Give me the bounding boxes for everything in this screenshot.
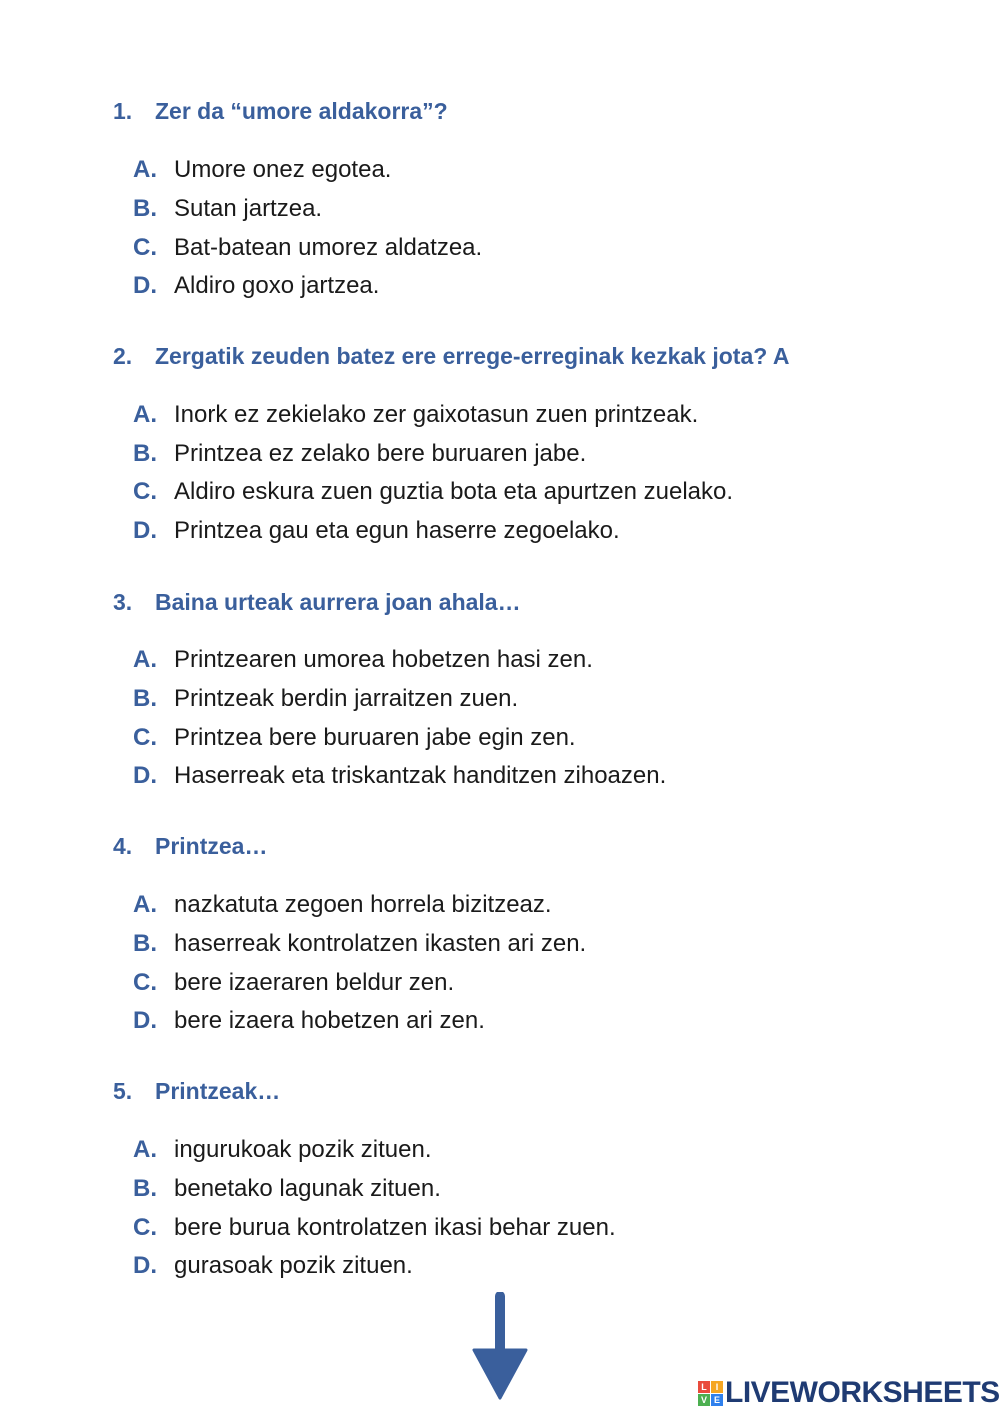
option-text: Aldiro eskura zuen guztia bota eta apurtzen zuelako. — [174, 478, 734, 505]
option-letter: C. — [133, 234, 157, 261]
question-4-option-c[interactable] — [133, 969, 454, 997]
option-text: Printzearen umorea hobetzen hasi zen. — [174, 646, 593, 673]
option-letter: B. — [133, 440, 157, 467]
question-number: 4. — [113, 833, 133, 859]
logo-mark-letter: E — [711, 1394, 723, 1406]
question-text: Zergatik zeuden batez ere errege-erreginak kezkak jota? A — [155, 343, 790, 369]
question-number: 2. — [113, 343, 133, 369]
question-4-title — [113, 833, 267, 860]
option-letter: A. — [133, 891, 157, 918]
question-text: Baina urteak aurrera joan ahala… — [155, 589, 521, 615]
question-2-option-b[interactable] — [133, 440, 586, 468]
option-text: haserreak kontrolatzen ikasten ari zen. — [174, 930, 587, 957]
option-text: bere izaeraren beldur zen. — [174, 969, 455, 996]
option-letter: C. — [133, 724, 157, 751]
option-text: Printzea bere buruaren jabe egin zen. — [174, 724, 576, 751]
question-5-option-c[interactable] — [133, 1214, 616, 1242]
option-text: ingurukoak pozik zituen. — [174, 1136, 432, 1163]
question-5-title — [113, 1078, 280, 1105]
option-text: benetako lagunak zituen. — [174, 1175, 441, 1202]
option-letter: A. — [133, 156, 157, 183]
option-text: Sutan jartzea. — [174, 195, 323, 222]
option-letter: D. — [133, 272, 157, 299]
question-1-option-c[interactable] — [133, 234, 482, 262]
option-text: Bat-batean umorez aldatzea. — [174, 234, 483, 261]
question-3-title — [113, 589, 521, 616]
option-letter: D. — [133, 762, 157, 789]
option-letter: B. — [133, 195, 157, 222]
option-letter: B. — [133, 1175, 157, 1202]
liveworksheets-logo[interactable] — [698, 1376, 1000, 1410]
question-2-option-c[interactable] — [133, 478, 733, 506]
option-letter: B. — [133, 685, 157, 712]
question-3-option-c[interactable] — [133, 724, 576, 752]
question-1-option-b[interactable] — [133, 195, 322, 223]
question-2-option-d[interactable] — [133, 517, 620, 545]
question-4-option-a[interactable] — [133, 891, 552, 919]
question-text: Printzea… — [155, 833, 268, 859]
logo-mark-letter: L — [698, 1381, 710, 1393]
question-3-option-d[interactable] — [133, 762, 666, 790]
option-text: Haserreak eta triskantzak handitzen zihoazen. — [174, 762, 667, 789]
question-2-title — [113, 343, 789, 370]
option-letter: A. — [133, 1136, 157, 1163]
logo-text: LIVEWORKSHEETS — [725, 1376, 1000, 1409]
question-number: 5. — [113, 1078, 133, 1104]
option-text: Umore onez egotea. — [174, 156, 392, 183]
option-text: bere burua kontrolatzen ikasi behar zuen. — [174, 1214, 616, 1241]
option-text: nazkatuta zegoen horrela bizitzeaz. — [174, 891, 552, 918]
option-letter: B. — [133, 930, 157, 957]
option-text: Aldiro goxo jartzea. — [174, 272, 380, 299]
question-number: 3. — [113, 589, 133, 615]
option-letter: C. — [133, 969, 157, 996]
question-1-option-a[interactable] — [133, 156, 391, 184]
option-text: Printzea gau eta egun haserre zegoelako. — [174, 517, 620, 544]
question-5-option-b[interactable] — [133, 1175, 441, 1203]
question-5-option-a[interactable] — [133, 1136, 431, 1164]
option-letter: A. — [133, 646, 157, 673]
question-2-option-a[interactable] — [133, 401, 698, 429]
option-letter: C. — [133, 478, 157, 505]
option-text: Printzea ez zelako bere buruaren jabe. — [174, 440, 587, 467]
option-text: Printzeak berdin jarraitzen zuen. — [174, 685, 519, 712]
option-text: bere izaera hobetzen ari zen. — [174, 1007, 485, 1034]
question-text: Printzeak… — [155, 1078, 281, 1104]
option-letter: A. — [133, 401, 157, 428]
option-letter: D. — [133, 517, 157, 544]
question-4-option-d[interactable] — [133, 1007, 485, 1035]
question-number: 1. — [113, 98, 133, 124]
question-3-option-b[interactable] — [133, 685, 518, 713]
option-text: gurasoak pozik zituen. — [174, 1252, 413, 1279]
question-1-option-d[interactable] — [133, 272, 379, 300]
question-1-title — [113, 98, 448, 125]
option-letter: C. — [133, 1214, 157, 1241]
question-4-option-b[interactable] — [133, 930, 586, 958]
option-text: Inork ez zekielako zer gaixotasun zuen printzeak. — [174, 401, 699, 428]
logo-mark — [698, 1381, 723, 1406]
option-letter: D. — [133, 1252, 157, 1279]
question-5-option-d[interactable] — [133, 1252, 413, 1280]
logo-mark-letter: I — [711, 1381, 723, 1393]
question-text: Zer da “umore aldakorra”? — [155, 98, 448, 124]
option-letter: D. — [133, 1007, 157, 1034]
question-3-option-a[interactable] — [133, 646, 593, 674]
down-arrow-icon[interactable] — [472, 1292, 528, 1405]
logo-mark-letter: V — [698, 1394, 710, 1406]
